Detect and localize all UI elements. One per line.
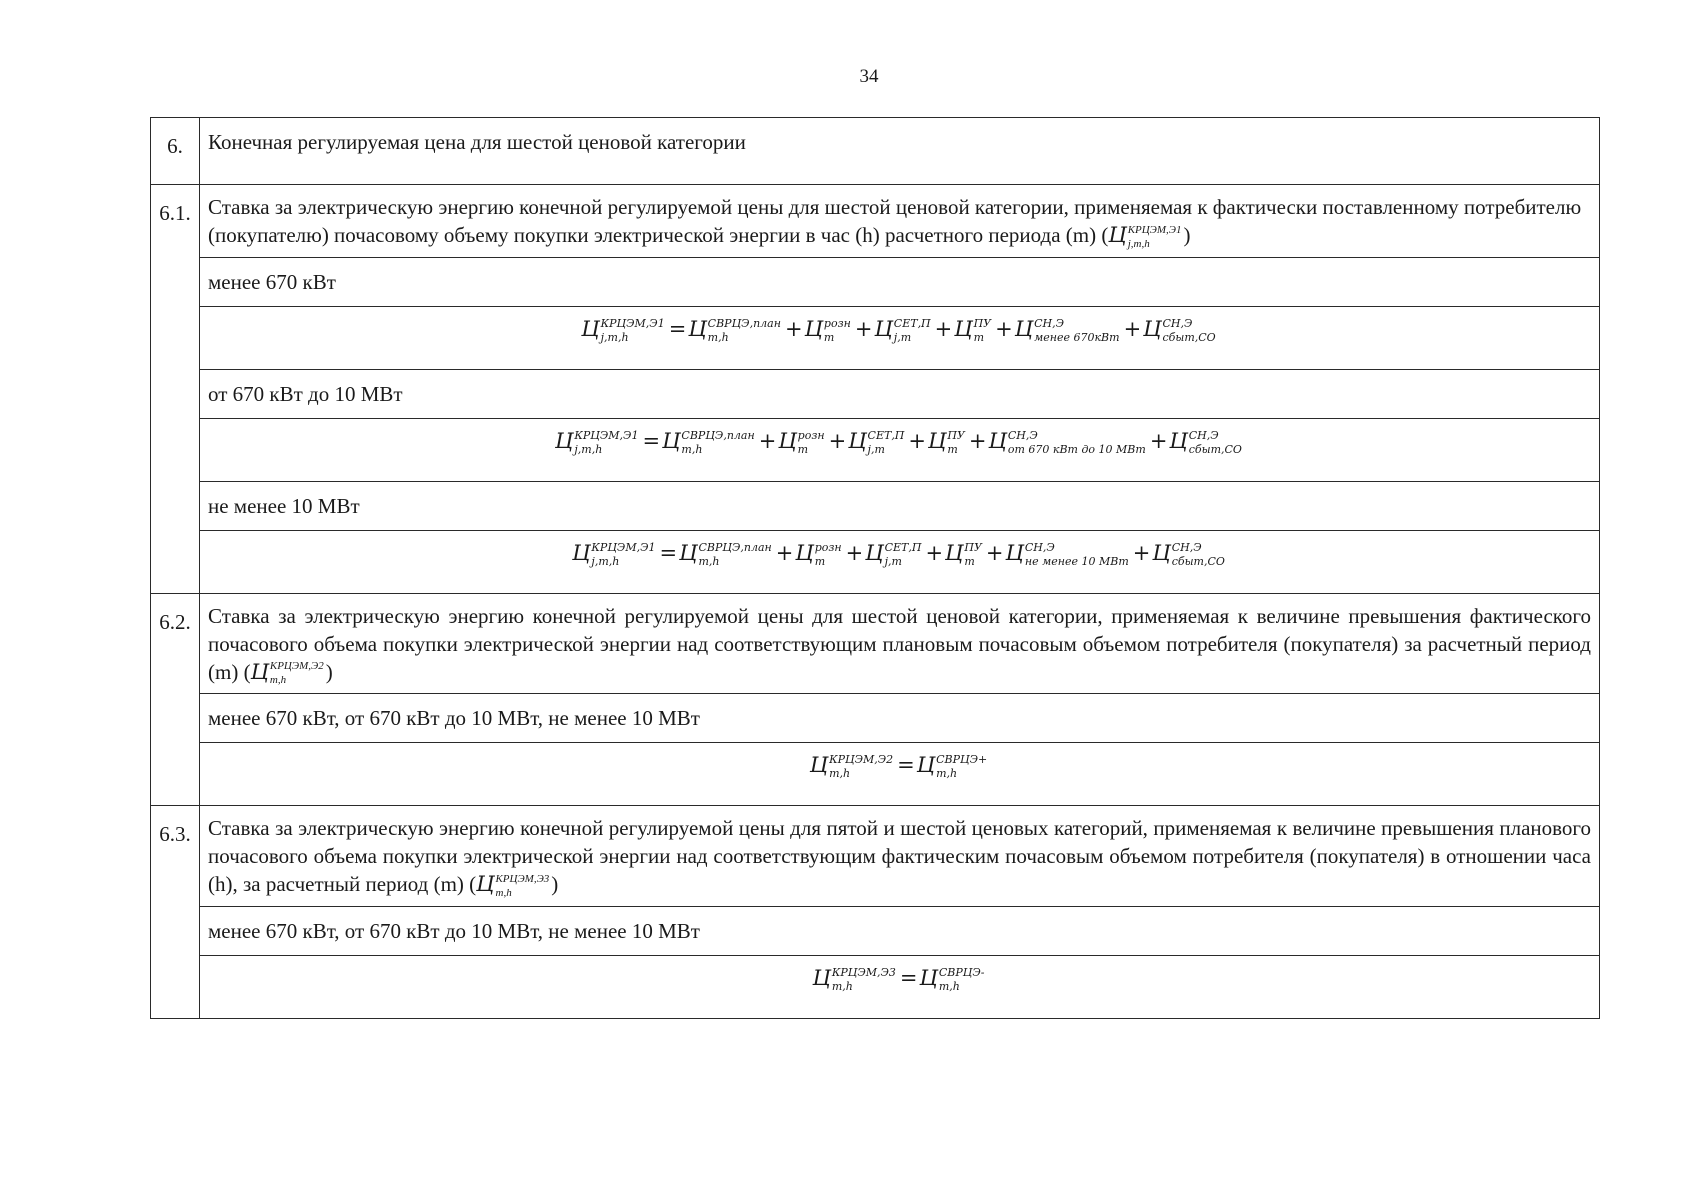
table-row-6-3	[151, 806, 1600, 907]
formula-4	[200, 743, 1600, 806]
formula-term: Ц КРЦЭМ,Э1 j,m,h	[572, 540, 656, 568]
section-title: Конечная регулируемая цена для шестой ценовой категории	[200, 118, 1600, 185]
formula-term: Ц СН,Э сбыт,СО	[1152, 540, 1225, 568]
table-row-subcategory	[151, 257, 1600, 306]
formula-2	[200, 418, 1600, 481]
inline-symbol: Ц КРЦЭМ,Э3 m,h	[476, 872, 550, 900]
formula-term: Ц СЕТ,П j,m	[865, 540, 922, 568]
rate-description: Ставка за электрическую энергию конечной регулируемой цены для пятой и шестой ценовых категорий, применяемая к величине превышения планового почасового объема покупки электрической энергии над соответствующим фактическим почасовым объемом потребителя (покупателя) в отношении часа (h), за расчетный период (m) (Ц КРЦЭМ,Э3 m,h )	[200, 806, 1600, 907]
table-row-formula	[151, 530, 1600, 593]
formula-term: Ц СВРЦЭ- m,h	[919, 966, 985, 994]
table-row-formula	[151, 956, 1600, 1019]
subcategory-label: менее 670 кВт, от 670 кВт до 10 МВт, не менее 10 МВт	[200, 694, 1600, 743]
formula-term: Ц СН,Э не менее 10 МВт	[1005, 540, 1129, 568]
page-number: 34	[859, 66, 879, 87]
formula-term: Ц КРЦЭМ,Э1 j,m,h	[555, 428, 639, 456]
formula-term: Ц СВРЦЭ+ m,h	[916, 753, 988, 781]
table-row-6-2	[151, 593, 1600, 694]
formula-term: Ц ПУ m	[954, 316, 992, 344]
formula-term: Ц розн m	[778, 428, 825, 456]
formula-operator: +	[1149, 428, 1168, 453]
formula-operator: +	[845, 540, 864, 565]
formula-term: Ц СВРЦЭ,план m,h	[662, 428, 755, 456]
formula-operator: =	[642, 428, 661, 453]
formula-term: Ц КРЦЭМ,Э2 m,h	[809, 753, 894, 781]
formula-operator: =	[659, 540, 678, 565]
table-row-subcategory	[151, 369, 1600, 418]
subcategory-label: от 670 кВт до 10 МВт	[200, 369, 1600, 418]
formula-term: Ц СЕТ,П j,m	[874, 316, 931, 344]
formula-operator: +	[854, 316, 873, 341]
table-row-6	[151, 118, 1600, 185]
table-row-subcategory	[151, 907, 1600, 956]
price-table	[150, 117, 1600, 1019]
formula-term: Ц розн m	[795, 540, 842, 568]
inline-symbol: Ц КРЦЭМ,Э2 m,h	[250, 659, 324, 687]
table-row-formula	[151, 418, 1600, 481]
formula-term: Ц СВРЦЭ,план m,h	[688, 316, 781, 344]
formula-operator: +	[1123, 316, 1142, 341]
row-number: 6.1.	[151, 185, 200, 594]
formula-operator: +	[775, 540, 794, 565]
inline-symbol: Ц КРЦЭМ,Э1 j,m,h	[1108, 223, 1182, 250]
formula-operator: +	[908, 428, 927, 453]
formula-operator: +	[1132, 540, 1151, 565]
formula-operator: +	[934, 316, 953, 341]
formula-term: Ц КРЦЭМ,Э1 j,m,h	[581, 316, 665, 344]
formula-operator: +	[995, 316, 1013, 341]
formula-operator: =	[899, 966, 918, 991]
subcategory-label: менее 670 кВт, от 670 кВт до 10 МВт, не менее 10 МВт	[200, 907, 1600, 956]
formula-term: Ц КРЦЭМ,Э3 m,h	[812, 966, 896, 994]
rate-description: Ставка за электрическую энергию конечной регулируемой цены для шестой ценовой категории, применяемая к фактически поставленному потребителю (покупателю) почасовому объему покупки электрической энергии в час (h) расчетного периода (m) (Ц КРЦЭМ,Э1 j,m,h )	[200, 185, 1600, 258]
formula-operator: =	[897, 753, 915, 778]
table-row-formula	[151, 743, 1600, 806]
formula-operator: +	[985, 540, 1004, 565]
formula-term: Ц розн m	[804, 316, 851, 344]
formula-term: Ц ПУ m	[928, 428, 965, 456]
formula-operator: +	[784, 316, 803, 341]
formula-term: Ц СН,Э сбыт,СО	[1169, 428, 1242, 456]
formula-term: Ц СВРЦЭ,план m,h	[679, 540, 772, 568]
formula-operator: +	[925, 540, 944, 565]
row-number: 6.	[151, 118, 200, 185]
formula-term: Ц СЕТ,П j,m	[848, 428, 905, 456]
rate-description: Ставка за электрическую энергию конечной регулируемой цены для шестой ценовой категории, применяемая к величине превышения фактического почасового объема покупки электрической энергии над соответствующим плановым почасовым объемом потребителя (покупателя) за расчетный период (m) (Ц КРЦЭМ,Э2 m,h )	[200, 593, 1600, 694]
table-row-6-1	[151, 185, 1600, 258]
table-row-formula	[151, 306, 1600, 369]
formula-1	[200, 306, 1600, 369]
formula-term: Ц СН,Э сбыт,СО	[1143, 316, 1216, 344]
row-number: 6.2.	[151, 593, 200, 806]
formula-3	[200, 530, 1600, 593]
row-number: 6.3.	[151, 806, 200, 1019]
formula-term: Ц СН,Э от 670 кВт до 10 МВт	[988, 428, 1146, 456]
formula-operator: +	[968, 428, 987, 453]
formula-5	[200, 956, 1600, 1019]
rate-description-text: Ставка за электрическую энергию конечной регулируемой цены для шестой ценовой категории, применяемая к фактически поставленному потребителю (покупателю) почасовому объему покупки электрической энергии в час (h) расчетного периода (m) (	[208, 195, 1582, 247]
subcategory-label: не менее 10 МВт	[200, 481, 1600, 530]
subcategory-label: менее 670 кВт	[200, 257, 1600, 306]
rate-description-text: Ставка за электрическую энергию конечной регулируемой цены для пятой и шестой ценовых категорий, применяемая к величине превышения планового почасового объема покупки электрической энергии над соответствующим фактическим почасовым объемом потребителя (покупателя) в отношении часа (h), за расчетный период (m) (	[208, 816, 1591, 897]
formula-operator: +	[828, 428, 847, 453]
table-row-subcategory	[151, 694, 1600, 743]
table-row-subcategory	[151, 481, 1600, 530]
rate-description-text: Ставка за электрическую энергию конечной регулируемой цены для шестой ценовой категории, применяемая к величине превышения фактического почасового объема покупки электрической энергии над соответствующим плановым почасовым объемом потребителя (покупателя) за расчетный период (m) (	[208, 603, 1591, 684]
formula-term: Ц СН,Э менее 670кВт	[1014, 316, 1120, 344]
formula-term: Ц ПУ m	[945, 540, 982, 568]
formula-operator: +	[758, 428, 777, 453]
formula-operator: =	[668, 316, 687, 341]
